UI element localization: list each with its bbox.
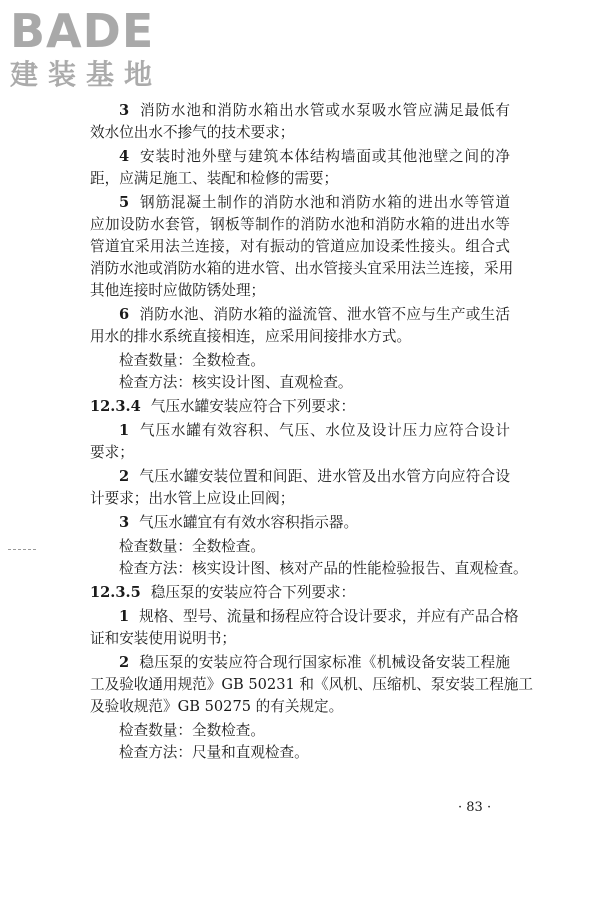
item-text: 用水的排水系统直接相连，应采用间接排水方式。 xyxy=(90,328,412,345)
list-item xyxy=(90,304,510,348)
item-text: 钢筋混凝土制作的消防水池和消防水箱的进出水等管道 xyxy=(139,194,510,211)
item-number: 4 xyxy=(119,148,130,165)
item-text: 气压水罐宜有有效水容积指示器。 xyxy=(139,514,359,531)
clause-text: 稳压泵的安装应符合下列要求： xyxy=(150,584,356,601)
item-number: 2 xyxy=(119,654,130,671)
item-text: 效水位出水不掺气的技术要求； xyxy=(90,124,295,141)
item-text: 工及验收通用规范》GB 50231 和《风机、压缩机、泵安装工程施工 xyxy=(90,676,533,693)
item-number: 3 xyxy=(119,514,130,531)
item-number: 6 xyxy=(119,306,130,323)
item-text: 气压水罐有效容积、气压、水位及设计压力应符合设计 xyxy=(139,422,510,439)
inspection-method: 检查方法：核实设计图、直观检查。 xyxy=(119,374,353,391)
item-text: 消防水池和消防水箱出水管或水泵吸水管应满足最低有 xyxy=(139,102,510,119)
clause-number: 12.3.5 xyxy=(90,584,141,601)
list-item xyxy=(90,652,533,718)
item-text: 安装时池外壁与建筑本体结构墙面或其他池壁之间的净 xyxy=(139,148,510,165)
margin-mark xyxy=(8,549,36,550)
item-text: 消防水池、消防水箱的溢流管、泄水管不应与生产或生活 xyxy=(139,306,510,323)
list-item xyxy=(90,192,514,302)
inspection-block xyxy=(90,536,528,580)
inspection-quantity: 检查数量：全数检查。 xyxy=(119,722,265,739)
item-number: 1 xyxy=(119,608,130,625)
clause-text: 气压水罐安装应符合下列要求： xyxy=(150,398,356,415)
inspection-method: 检查方法：核实设计图、核对产品的性能检验报告、直观检查。 xyxy=(119,560,528,577)
inspection-method: 检查方法：尺量和直观检查。 xyxy=(119,744,309,761)
clause-heading xyxy=(90,396,510,418)
item-text: 及验收规范》GB 50275 的有关规定。 xyxy=(90,698,344,715)
logo-chinese-text: 建装基地 xyxy=(10,58,163,91)
inspection-block xyxy=(90,720,510,764)
item-text: 规格、型号、流量和扬程应符合设计要求，并应有产品合格 xyxy=(139,608,519,625)
logo-latin-text: BADE xyxy=(10,4,155,58)
inspection-quantity: 检查数量：全数检查。 xyxy=(119,352,265,369)
list-item xyxy=(90,100,510,144)
item-text: 证和安装使用说明书； xyxy=(90,630,236,647)
item-text: 稳压泵的安装应符合现行国家标准《机械设备安装工程施 xyxy=(139,654,510,671)
document-body xyxy=(90,100,533,766)
clause-number: 12.3.4 xyxy=(90,398,141,415)
item-text: 消防水池或消防水箱的进水管、出水管接头宜采用法兰连接，采用 xyxy=(90,260,514,277)
list-item xyxy=(90,146,510,190)
item-text: 应加设防水套管，钢板等制作的消防水池和消防水箱的进出水等 xyxy=(90,216,510,233)
item-text: 要求； xyxy=(90,444,134,461)
item-number: 1 xyxy=(119,422,130,439)
inspection-quantity: 检查数量：全数检查。 xyxy=(119,538,265,555)
item-number: 3 xyxy=(119,102,130,119)
item-text: 其他连接时应做防锈处理； xyxy=(90,282,266,299)
item-text: 管道宜采用法兰连接，对有振动的管道应加设柔性接头。组合式 xyxy=(90,238,510,255)
bade-logo xyxy=(10,6,180,96)
list-item xyxy=(90,466,510,510)
page-number: · 83 · xyxy=(458,800,492,815)
list-item xyxy=(90,420,510,464)
inspection-block xyxy=(90,350,510,394)
item-text: 气压水罐安装位置和间距、进水管及出水管方向应符合设 xyxy=(139,468,510,485)
item-text: 距，应满足施工、装配和检修的需要； xyxy=(90,170,339,187)
list-item xyxy=(90,512,510,534)
item-text: 计要求；出水管上应设止回阀； xyxy=(90,490,295,507)
item-number: 2 xyxy=(119,468,130,485)
clause-heading xyxy=(90,582,510,604)
list-item xyxy=(90,606,519,650)
item-number: 5 xyxy=(119,194,130,211)
